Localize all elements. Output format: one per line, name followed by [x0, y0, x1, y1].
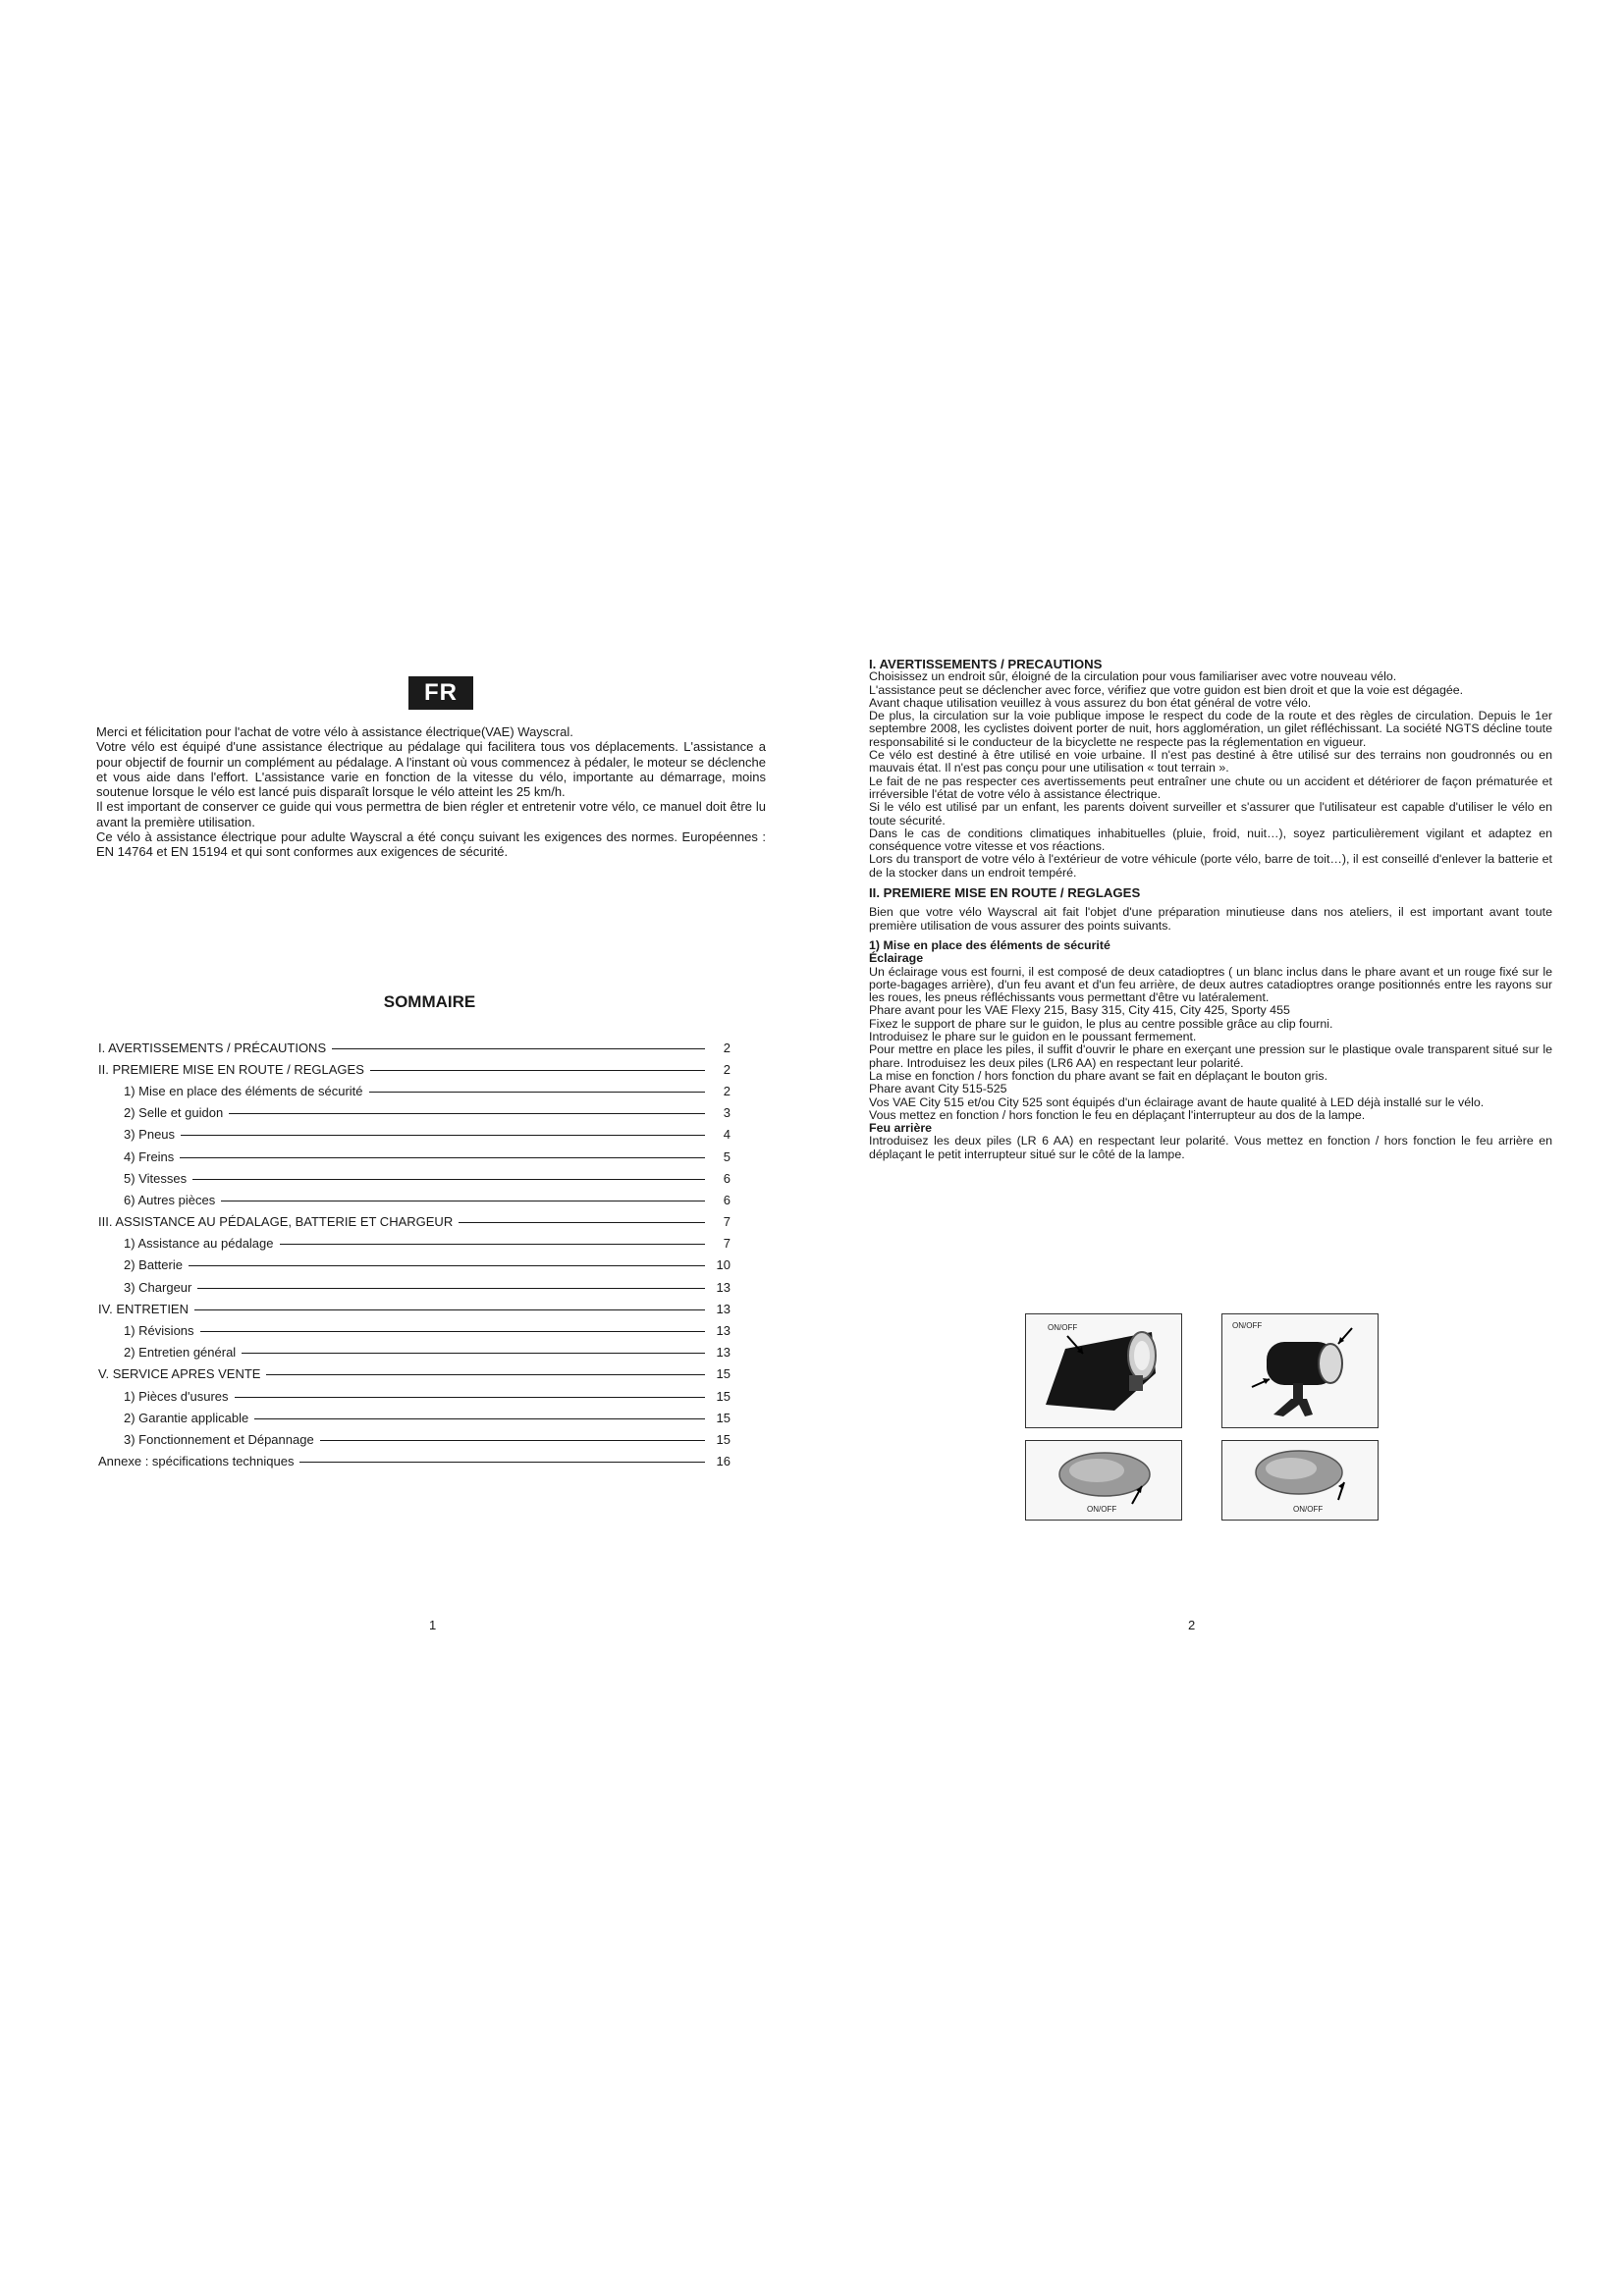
paragraph: Lors du transport de votre vélo à l'extérieur de votre véhicule (porte vélo, barre de toit…), il est conseillé d'enlever la batterie et de la stocker dans un endroit tempéré.: [869, 852, 1552, 880]
toc-entry-page: 13: [716, 1279, 731, 1295]
toc-entry-label: 1) Pièces d'usures: [124, 1388, 229, 1404]
toc-entry: [98, 1319, 731, 1341]
toc-leader-line: [229, 1113, 705, 1114]
led-light-photo: [1221, 1313, 1379, 1428]
toc-entry-page: 7: [723, 1236, 731, 1252]
rear-light-title: Feu arrière: [869, 1121, 933, 1136]
front-light-photo: [1025, 1313, 1182, 1428]
toc-leader-line: [194, 1309, 705, 1310]
paragraph: Si le vélo est utilisé par un enfant, les parents doivent surveiller et s'assurer que l'utilisateur est capable d'utiliser le vélo en toute sécurité.: [869, 800, 1552, 828]
toc-entry-page: 15: [716, 1410, 731, 1425]
table-of-contents: [98, 1037, 731, 1472]
toc-entry-label: 1) Révisions: [124, 1323, 194, 1339]
toc-leader-line: [197, 1288, 705, 1289]
paragraph: L'assistance peut se déclencher avec force, vérifiez que votre guidon est bien droit et que la voie est dégagée.: [869, 682, 1464, 697]
toc-entry-label: 6) Autres pièces: [124, 1192, 216, 1207]
toc-entry-label: 2) Entretien général: [124, 1345, 237, 1361]
on-off-label: ON/OFF: [1048, 1323, 1078, 1332]
toc-leader-line: [332, 1048, 705, 1049]
right-column: [869, 658, 1552, 1161]
paragraph: Vous mettez en fonction / hors fonction le feu en déplaçant l'interrupteur au dos de la lampe.: [869, 1107, 1366, 1122]
section-title: I. AVERTISSEMENTS / PRECAUTIONS: [869, 657, 1103, 671]
toc-leader-line: [189, 1265, 705, 1266]
toc-entry: [98, 1363, 731, 1385]
section-title: II. PREMIERE MISE EN ROUTE / REGLAGES: [869, 885, 1141, 901]
toc-entry-label: 4) Freins: [124, 1148, 175, 1164]
toc-entry-page: 13: [716, 1301, 731, 1316]
rear-light-photo: [1221, 1440, 1379, 1521]
toc-entry-label: 2) Batterie: [124, 1257, 183, 1273]
toc-entry-label: 3) Pneus: [124, 1127, 176, 1143]
toc-entry: [98, 1342, 731, 1363]
toc-entry-label: IV. ENTRETIEN: [98, 1301, 189, 1316]
toc-entry: [98, 1124, 731, 1146]
toc-entry-page: 15: [716, 1388, 731, 1404]
toc-leader-line: [235, 1397, 705, 1398]
toc-entry-label: III. ASSISTANCE AU PÉDALAGE, BATTERIE ET CHARGEUR: [98, 1214, 454, 1230]
paragraph: Vos VAE City 515 et/ou City 525 sont équipés d'un éclairage avant de haute qualité à LED déjà installé sur le vélo.: [869, 1095, 1485, 1109]
page-number: 1: [429, 1618, 437, 1632]
toc-entry: [98, 1058, 731, 1080]
toc-leader-line: [320, 1440, 705, 1441]
toc-leader-line: [369, 1092, 705, 1093]
paragraph: Fixez le support de phare sur le guidon, le plus au centre possible grâce au clip fourni.: [869, 1016, 1333, 1031]
toc-entry-label: 1) Mise en place des éléments de sécurité: [124, 1083, 363, 1098]
toc-entry: [98, 1233, 731, 1255]
toc-entry: [98, 1276, 731, 1298]
on-off-label: ON/OFF: [1293, 1505, 1324, 1514]
language-badge: FR: [408, 676, 473, 710]
toc-entry: [98, 1189, 731, 1210]
toc-leader-line: [200, 1331, 705, 1332]
toc-entry-label: II. PREMIERE MISE EN ROUTE / REGLAGES: [98, 1061, 364, 1077]
intro-paragraph: Merci et félicitation pour l'achat de votre vélo à assistance électrique(VAE) Wayscral.: [96, 724, 573, 739]
rear-light-photo: [1025, 1440, 1182, 1521]
toc-entry-page: 6: [723, 1192, 731, 1207]
on-off-label: ON/OFF: [1087, 1505, 1117, 1514]
paragraph: Avant chaque utilisation veuillez à vous assurez du bon état général de votre vélo.: [869, 695, 1312, 710]
toc-entry-page: 6: [723, 1170, 731, 1186]
toc-title: SOMMAIRE: [383, 992, 476, 1011]
toc-entry: [98, 1385, 731, 1407]
paragraph: Phare avant pour les VAE Flexy 215, Basy 315, City 415, City 425, Sporty 455: [869, 1003, 1290, 1018]
toc-entry-page: 4: [723, 1127, 731, 1143]
toc-leader-line: [280, 1244, 706, 1245]
paragraph: Choisissez un endroit sûr, éloigné de la circulation pour vous familiariser avec votre nouveau vélo.: [869, 669, 1397, 684]
paragraph: Un éclairage vous est fourni, il est composé de deux catadioptres ( un blanc inclus dans le phare avant et un rouge fixé sur le porte-bagages arrière), d'un feu avant et d'un feu arrière, de deux autres catadioptres orange positionnés entre les rayons sur les roues, les pneus réfléchissants vous permettant d'être vu latéralement.: [869, 964, 1552, 1005]
right-page: [812, 0, 1624, 2296]
toc-leader-line: [370, 1070, 705, 1071]
intro-paragraph: Ce vélo à assistance électrique pour adulte Wayscral a été conçu suivant les exigences des normes. Européennes : EN 14764 et EN 15194 et qui sont conformes aux exigences de sécurité.: [96, 829, 766, 860]
intro-text: [96, 724, 766, 860]
toc-entry-label: I. AVERTISSEMENTS / PRÉCAUTIONS: [98, 1040, 327, 1055]
toc-entry-page: 15: [716, 1431, 731, 1447]
toc-leader-line: [181, 1135, 705, 1136]
toc-entry-label: 2) Garantie applicable: [124, 1410, 249, 1425]
toc-leader-line: [180, 1157, 705, 1158]
toc-entry-label: 3) Chargeur: [124, 1279, 192, 1295]
toc-entry: [98, 1298, 731, 1319]
toc-entry: [98, 1102, 731, 1124]
toc-entry: [98, 1146, 731, 1167]
toc-entry-page: 16: [716, 1454, 731, 1469]
toc-entry: [98, 1407, 731, 1428]
toc-leader-line: [242, 1353, 705, 1354]
paragraph: Phare avant City 515-525: [869, 1082, 1007, 1096]
toc-entry-label: 3) Fonctionnement et Dépannage: [124, 1431, 314, 1447]
paragraph: De plus, la circulation sur la voie publique impose le respect du code de la route et des règles de circulation. Depuis le 1er septembre 2008, les cyclistes doivent porter de nuit, hors agglomération, un gilet réfléchissant. La société NGTS décline toute responsabilité si le conducteur de la bicyclette ne respecte pas la réglementation en vigueur.: [869, 709, 1552, 749]
subsection-title: 1) Mise en place des éléments de sécurité: [869, 937, 1110, 952]
toc-entry-page: 13: [716, 1323, 731, 1339]
toc-leader-line: [459, 1222, 705, 1223]
toc-entry-label: 1) Assistance au pédalage: [124, 1236, 274, 1252]
toc-entry-label: 5) Vitesses: [124, 1170, 188, 1186]
toc-entry: [98, 1451, 731, 1472]
toc-entry-page: 5: [723, 1148, 731, 1164]
paragraph: La mise en fonction / hors fonction du phare avant se fait en déplaçant le bouton gris.: [869, 1068, 1328, 1083]
toc-leader-line: [192, 1179, 705, 1180]
intro-paragraph: Il est important de conserver ce guide qui vous permettra de bien régler et entretenir votre vélo, ce manuel doit être lu avant la première utilisation.: [96, 799, 766, 829]
toc-leader-line: [254, 1418, 705, 1419]
toc-entry-page: 2: [723, 1083, 731, 1098]
toc-entry: [98, 1428, 731, 1450]
toc-entry: [98, 1211, 731, 1233]
intro-paragraph: Votre vélo est équipé d'une assistance électrique au pédalage qui facilitera tous vos déplacements. L'assistance a pour objectif de fournir un complément au pédalage. A l'instant où vous commencez à pédaler, le moteur se déclenche et vous aide dans l'effort. L'assistance varie en fonction de la vitesse du vélo, importante au démarrage, moins soutenue lorsque le vélo est lancé puis disparaît lorsque le vélo atteint les 25 km/h.: [96, 739, 766, 800]
toc-entry: [98, 1255, 731, 1276]
toc-entry-page: 3: [723, 1105, 731, 1121]
paragraph: Pour mettre en place les piles, il suffit d'ouvrir le phare en exerçant une pression sur le plastique ovale transparent situé sur le phare. Introduisez les deux piles (LR6 AA) en respectant leur polarité.: [869, 1042, 1552, 1070]
toc-entry-page: 2: [723, 1061, 731, 1077]
paragraph: Dans le cas de conditions climatiques inhabituelles (pluie, froid, nuit…), soyez particulièrement vigilant et adaptez en conséquence votre vitesse et vos réactions.: [869, 826, 1552, 854]
toc-entry-label: Annexe : spécifications techniques: [98, 1454, 295, 1469]
lighting-title: Éclairage: [869, 951, 924, 966]
toc-entry: [98, 1080, 731, 1101]
toc-entry-page: 15: [716, 1366, 731, 1382]
on-off-label: ON/OFF: [1232, 1321, 1263, 1330]
toc-leader-line: [299, 1462, 705, 1463]
toc-entry-label: V. SERVICE APRES VENTE: [98, 1366, 261, 1382]
toc-entry: [98, 1167, 731, 1189]
toc-entry-page: 7: [723, 1214, 731, 1230]
toc-entry-page: 10: [716, 1257, 731, 1273]
toc-entry-label: 2) Selle et guidon: [124, 1105, 224, 1121]
paragraph: Ce vélo est destiné à être utilisé en voie urbaine. Il n'est pas destiné à être utilisé sur des terrains non goudronnés ou en mauvais état. Il n'est pas conçu pour une utilisation « tout terrain ».: [869, 748, 1552, 775]
paragraph: Introduisez les deux piles (LR 6 AA) en respectant leur polarité. Vous mettez en fonction / hors fonction le feu arrière en déplaçant le petit interrupteur situé sur le côté de la lampe.: [869, 1134, 1552, 1161]
toc-entry-page: 13: [716, 1345, 731, 1361]
toc-entry: [98, 1037, 731, 1058]
toc-leader-line: [266, 1374, 705, 1375]
paragraph: Le fait de ne pas respecter ces avertissements peut entraîner une chute ou un accident et détériorer de façon prématurée et irréversible l'état de votre vélo à assistance électrique.: [869, 774, 1552, 801]
toc-entry-page: 2: [723, 1040, 731, 1055]
paragraph: Introduisez le phare sur le guidon en le poussant fermement.: [869, 1030, 1197, 1044]
page-number: 2: [1188, 1618, 1196, 1632]
paragraph: Bien que votre vélo Wayscral ait fait l'objet d'une préparation minutieuse dans nos ateliers, il est important avant toute première utilisation de vous assurer des points suivants.: [869, 905, 1552, 933]
